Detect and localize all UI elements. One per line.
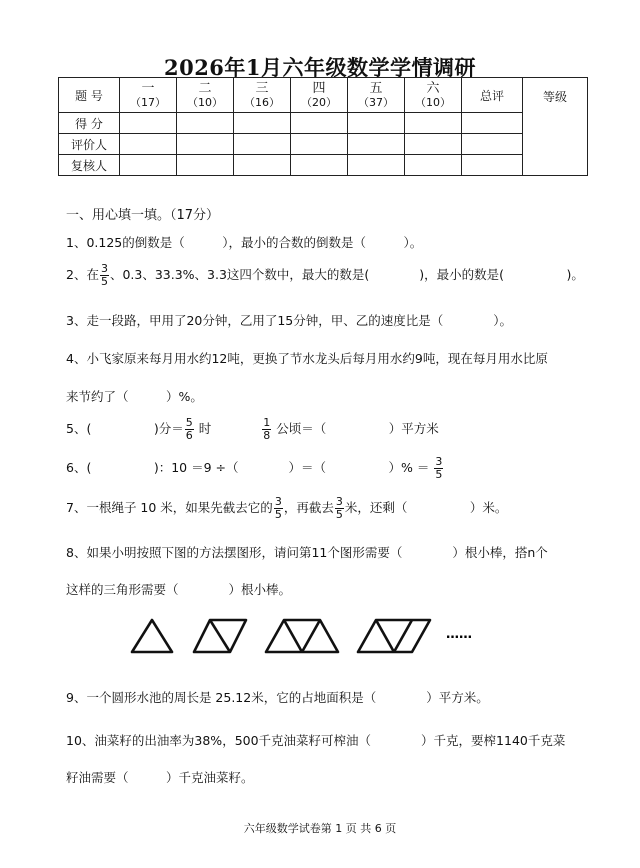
fraction: $\frac{5}{6}$ [185, 416, 193, 442]
section-heading: 一、用心填一填。（17分） [66, 208, 220, 223]
column-score: （16） [244, 95, 280, 109]
fraction: $\frac{3}{5}$ [435, 455, 443, 481]
triangle-figure-4 [358, 620, 430, 652]
score-cell[interactable] [405, 155, 462, 176]
triangle-pattern-figure [128, 616, 488, 660]
row-label: 得 分 [59, 113, 120, 134]
column-3 [234, 78, 291, 113]
column-name: 六 [426, 80, 440, 96]
score-cell[interactable] [405, 134, 462, 155]
evaluator-row [59, 134, 588, 155]
score-cell[interactable] [120, 113, 177, 134]
question-10-line-1: 10、油菜籽的出油率为38%，500千克油菜籽可榨油（ ）千克，要榨1140千克菜 [66, 733, 566, 748]
score-cell[interactable] [177, 155, 234, 176]
score-cell[interactable] [348, 155, 405, 176]
row-label: 复核人 [59, 155, 120, 176]
score-cell[interactable] [120, 134, 177, 155]
column-name: 一 [141, 80, 155, 96]
column-score: （10） [187, 95, 223, 109]
score-cell[interactable] [291, 155, 348, 176]
column-score: （20） [301, 95, 337, 109]
score-row [59, 113, 588, 134]
score-table [58, 77, 588, 176]
question-9: 9、一个圆形水池的周长是 25.12米，它的占地面积是（ ）平方米。 [66, 690, 489, 705]
column-score: （10） [415, 95, 451, 109]
question-4-line-1: 4、小飞家原来每月用水约12吨，更换了节水龙头后每月用水约9吨，现在每月用水比原 [66, 351, 548, 366]
score-cell[interactable] [234, 155, 291, 176]
row-label: 评价人 [59, 134, 120, 155]
question-8-line-1: 8、如果小明按照下图的方法摆图形，请问第11个图形需要（ ）根小棒，搭n个 [66, 545, 548, 560]
score-cell[interactable] [348, 113, 405, 134]
continuation-dots: …… [446, 627, 472, 642]
fraction: $\frac{1}{8}$ [263, 416, 271, 442]
triangle-figure-1 [132, 620, 172, 652]
total-cell[interactable] [462, 113, 523, 134]
question-10-line-2: 籽油需要（ ）千克油菜籽。 [66, 770, 254, 785]
fraction: $\frac{3}{5}$ [274, 495, 282, 521]
question-7: 7、一根绳子 10 米，如果先截去它的 $\frac{3}{5}$ ，再截去 $\frac{3}{5}$ 米，还剩（ ）米。 [66, 495, 508, 521]
triangle-figure-3-inner [284, 620, 302, 652]
q2-post: 、0.3、33.3%、3.3这四个数中，最大的数是( )，最小的数是( )。 [109, 267, 584, 282]
column-6 [405, 78, 462, 113]
column-score: （17） [130, 95, 166, 109]
grade-label: 等级 [542, 90, 567, 104]
total-cell[interactable] [462, 134, 523, 155]
score-cell[interactable] [234, 134, 291, 155]
header-label: 题 号 [59, 78, 120, 113]
column-name: 四 [312, 80, 326, 96]
question-2 [66, 263, 584, 288]
column-name: 二 [198, 80, 212, 96]
score-cell[interactable] [291, 134, 348, 155]
column-name: 五 [369, 80, 383, 96]
question-6: 6、( )：10 ＝9 ÷（ ）＝（ ）% ＝ $\frac{3}{5}$ [66, 455, 443, 481]
score-table-header-row [59, 78, 588, 113]
column-5 [348, 78, 405, 113]
score-cell[interactable] [291, 113, 348, 134]
question-1: 1、0.125的倒数是（ ），最小的合数的倒数是（ ）。 [66, 235, 423, 250]
score-cell[interactable] [405, 113, 462, 134]
score-cell[interactable] [120, 155, 177, 176]
column-2 [177, 78, 234, 113]
score-cell[interactable] [348, 134, 405, 155]
triangle-figure-3-inner [302, 620, 320, 652]
grade-cell [523, 78, 588, 176]
triangle-figure-4-inner [376, 620, 394, 652]
fraction: $\frac{3}{5}$ [335, 495, 343, 521]
page-footer: 六年级数学试卷第 1 页 共 6 页 [243, 822, 397, 835]
q2-pre: 2、在 [66, 267, 99, 282]
column-4 [291, 78, 348, 113]
question-4-line-2: 来节约了（ ）%。 [66, 389, 203, 404]
total-cell[interactable] [462, 155, 523, 176]
page-title: 2026年1月六年级数学学情调研 [163, 55, 477, 80]
column-1 [120, 78, 177, 113]
triangle-figure-2-inner [210, 620, 230, 652]
score-cell[interactable] [177, 113, 234, 134]
triangle-figure-4-inner [394, 620, 412, 652]
score-cell[interactable] [177, 134, 234, 155]
column-name: 三 [255, 80, 269, 96]
triangle-pattern-svg [128, 616, 488, 656]
score-cell[interactable] [234, 113, 291, 134]
reviewer-row [59, 155, 588, 176]
question-5: 5、( )分＝ $\frac{5}{6}$ 时 $\frac{1}{8}$ 公顷＝（ ）平方米 [66, 416, 439, 442]
fraction: $\frac{3}{5}$ [100, 262, 108, 288]
total-label: 总评 [462, 78, 523, 113]
question-8-line-2: 这样的三角形需要（ ）根小棒。 [66, 582, 292, 597]
column-score: （37） [358, 95, 394, 109]
question-3: 3、走一段路，甲用了20分钟，乙用了15分钟，甲、乙的速度比是（ ）。 [66, 313, 513, 328]
triangle-figure-3 [266, 620, 338, 652]
